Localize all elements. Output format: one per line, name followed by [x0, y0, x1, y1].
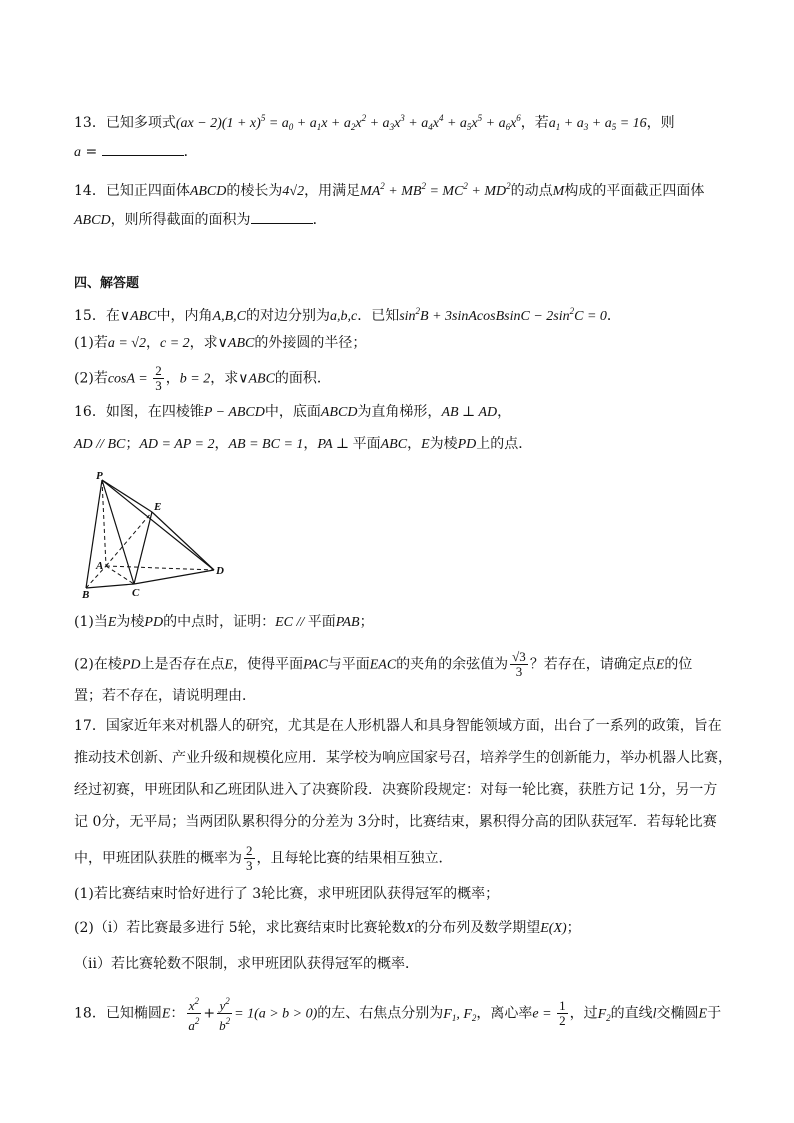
q14-line2: ABCD，则所得截面的面积为 ． [74, 212, 327, 228]
label-a: A [96, 560, 104, 572]
q14-line1: 14．已知正四面体ABCD的棱长为4√2，用满足$MA^2 + MB^2 = MC^2 + MD^2$的动点M构成的平面截正四面体 [74, 181, 705, 199]
fraction-root3-over-3: $\frac{√3}{3}$ [512, 649, 526, 679]
q15-line1: 15．在∨ABC中，内角A,B,C的对边分别为a,b,c．已知$\sin^2B$ + 3sinAcosBsinC − $2\sin^2C = 0$． [74, 306, 621, 324]
q13-answer-blank [102, 143, 184, 156]
fraction-two-thirds: $\frac{2}{3}$ [155, 363, 162, 393]
q13-line1: 13．已知多项式$(ax - 2)(1 + x)^5 = a_0 + a_1x + a_2x^2 + a_3x^3 + a_4x^4 + a_5x^5 + a_6x^6$，若$a_1 + a_3 + a_5 = 16$，则 [74, 113, 675, 132]
q14-answer-blank [251, 211, 313, 224]
label-e: E [154, 501, 162, 513]
q13-line2: a = ． [74, 144, 198, 160]
q14-equation: $MA^2 + MB^2 = MC^2 + MD^2$ [360, 181, 511, 199]
q13-answer-var: a [74, 145, 81, 160]
q17-line2: 推动技术创新、产业升级和规模化应用．某学校为响应国家号召，培养学生的创新能力，举办机器人比赛， [74, 750, 732, 766]
q13-condition: $a_1 + a_3 + a_5 = 16$ [548, 116, 647, 132]
q14-edge-length: 4√2 [282, 184, 305, 199]
q17-line4: 记 0分，无平局；当两团队累积得分的分差为 3分时，比赛结束，累积得分高的团队获冠军．若每轮比赛 [74, 814, 717, 830]
label-b: B [82, 589, 90, 600]
q17-line3: 经过初赛，甲班团队和乙班团队进入了决赛阶段．决赛阶段规定：对每一轮比赛，获胜方记 1分，另一方 [74, 782, 718, 798]
label-c: C [132, 587, 140, 599]
q18-line1: 18．已知椭圆E： $\frac{x^2}{a^2}$ + $\frac{y^2}{b^2}$ = 1(a > b > 0)的左、右焦点分别为$F_1$, $F_2$，离心率e = $\frac{1}{2}$ ，过$F_2$的直线l交椭圆E于 [74, 996, 722, 1033]
q16-line2: AD // BC；AD = AP = 2，AB = BC = 1，PA ⊥ 平面ABC，E为棱PD上的点． [74, 436, 533, 452]
label-d: D [216, 565, 224, 577]
q17-part2: (2)（i）若比赛最多进行 5轮，求比赛结束时比赛轮数X的分布列及数学期望E(X)； [74, 920, 581, 936]
q17-line5: 中，甲班团队获胜的概率为 $\frac{2}{3}$ ，且每轮比赛的结果相互独立． [74, 843, 453, 873]
q16-line1: 16．如图，在四棱锥P − ABCD中，底面ABCD为直角梯形，AB ⊥ AD， [74, 404, 512, 420]
q16-part2-line2: 置；若不存在，请说明理由． [74, 688, 256, 704]
q13-text: 13．已知多项式 [74, 115, 176, 131]
pyramid-diagram [74, 470, 234, 600]
pyramid-figure [74, 470, 234, 600]
q17-line1: 17．国家近年来对机器人的研究，尤其是在人形机器人和具身智能领域方面，出台了一系列的政策，旨在 [74, 718, 722, 734]
q17-part2-ii: （ii）若比赛轮数不限制，求甲班团队获得冠军的概率． [74, 956, 419, 972]
q13-polynomial: $(ax - 2)(1 + x)^5 = a_0 + a_1x + a_2x^2 + a_3x^3 + a_4x^4 + a_5x^5 + a_6x^6$ [175, 113, 521, 132]
fraction-two-thirds-q17: $\frac{2}{3}$ [246, 843, 253, 873]
q15-part1: (1)若a = √2，c = 2，求∨ABC的外接圆的半径； [74, 335, 367, 351]
q15-equation: $\sin^2B$ + 3sinAcosBsinC − $2\sin^2C = 0$ [399, 306, 607, 324]
section-heading: 四、解答题 [74, 276, 140, 291]
q17-part1: (1)若比赛结束时恰好进行了 3轮比赛，求甲班团队获得冠军的概率； [74, 886, 500, 902]
q15-part2: (2)若cosA = $\frac{2}{3}$ ，b = 2，求∨ABC的面积． [74, 363, 331, 393]
q16-part2: (2)在棱PD上是否存在点E，使得平面PAC与平面EAC的夹角的余弦值为 $\frac{√3}{3}$ ？若存在，请确定点E的位 [74, 649, 693, 679]
q16-part1: (1)当E为棱PD的中点时，证明：EC // 平面PAB； [74, 614, 374, 630]
label-p: P [96, 470, 103, 482]
